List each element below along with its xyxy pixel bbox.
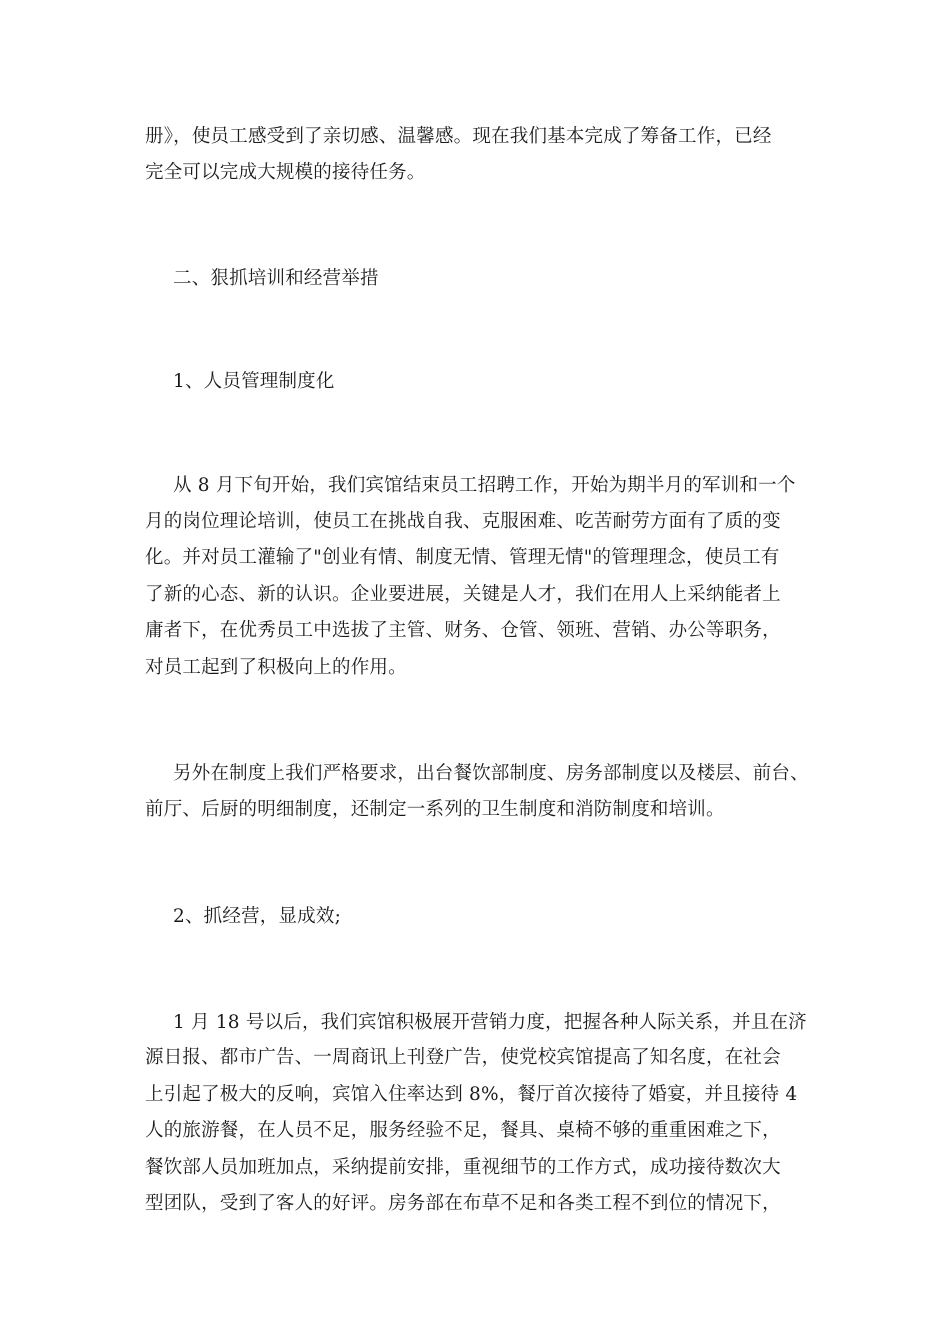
paragraph-line: 庸者下，在优秀员工中选拔了主管、财务、仓管、领班、营销、办公等职务， <box>145 620 781 641</box>
paragraph-line: 人的旅游餐，在人员不足，服务经验不足，餐具、桌椅不够的重重困难之下， <box>145 1120 781 1141</box>
paragraph-line: 源日报、都市广告、一周商讯上刊登广告，使党校宾馆提高了知名度，在社会 <box>145 1047 781 1068</box>
paragraph-line: 另外在制度上我们严格要求，出台餐饮部制度、房务部制度以及楼层、前台、 <box>173 763 809 784</box>
paragraph-line: 了新的心态、新的认识。企业要进展，关键是人才，我们在用人上采纳能者上 <box>145 584 781 605</box>
paragraph-line: 上引起了极大的反响，宾馆入住率达到 8%，餐厅首次接待了婚宴，并且接待 4 <box>145 1084 798 1105</box>
section-heading: 二、狠抓培训和经营举措 <box>173 268 379 289</box>
paragraph-line: 月的岗位理论培训，使员工在挑战自我、克服困难、吃苦耐劳方面有了质的变 <box>145 511 781 532</box>
item-heading-2: 2、抓经营，显成效; <box>173 906 342 927</box>
paragraph-line: 餐饮部人员加班加点，采纳提前安排，重视细节的工作方式，成功接待数次大 <box>145 1157 781 1178</box>
paragraph-line: 型团队，受到了客人的好评。房务部在布草不足和各类工程不到位的情况下， <box>145 1193 781 1214</box>
paragraph-line: 册》，使员工感受到了亲切感、温馨感。现在我们基本完成了筹备工作，已经 <box>145 126 772 147</box>
paragraph-line: 1 月 18 号以后，我们宾馆积极展开营销力度，把握各种人际关系，并且在济 <box>173 1012 807 1033</box>
paragraph-line: 对员工起到了积极向上的作用。 <box>145 657 407 678</box>
paragraph-line: 从 8 月下旬开始，我们宾馆结束员工招聘工作，开始为期半月的军训和一个 <box>173 475 796 496</box>
paragraph-line: 前厅、后厨的明细制度，还制定一系列的卫生制度和消防制度和培训。 <box>145 799 725 820</box>
paragraph-line: 完全可以完成大规模的接待任务。 <box>145 162 426 183</box>
item-heading-1: 1、人员管理制度化 <box>173 371 335 392</box>
paragraph-line: 化。并对员工灌输了"创业有情、制度无情、管理无情"的管理理念，使员工有 <box>145 547 780 568</box>
